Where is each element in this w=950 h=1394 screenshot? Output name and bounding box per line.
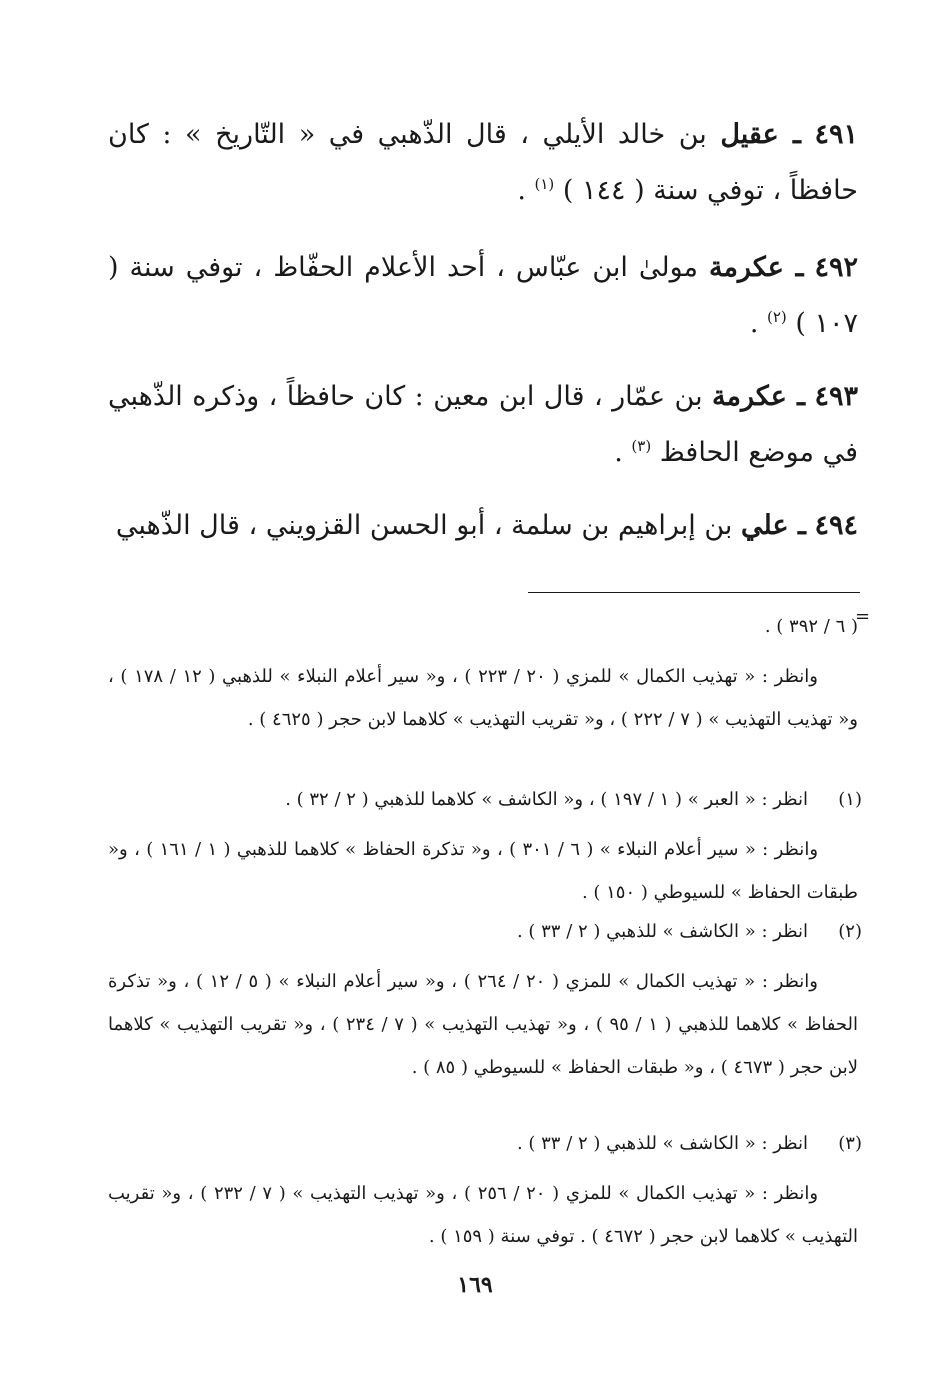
footnote-ref[interactable]: (١) [534,175,555,193]
entry-494: ٤٩٤ ـ علي بن إبراهيم بن سلمة ، أبو الحسن القزويني ، قال الذّهبي [115,510,858,541]
entry-number: ٤٩٣ [814,381,859,412]
entry-text: مولىٰ ابن عبّاس ، أحد الأعلام الحفّاظ ، توفي سنة ( ١٠٧ ) [108,252,858,339]
entry-name: عقيل [720,119,779,150]
footnote-continued-second: وانظر : « تهذيب الكمال » للمزي ( ٢٠ / ٢٢٣ ) ، و« سير أعلام النبلاء » للذهبي ( ١٢ / ١٧٨ ) ، و« تهذيب التهذيب » ( ٧ / ٢٢٢ ) ، و« تقريب التهذيب » كلاهما لابن حجر ( ٤٦٢٥ ) . [108,666,858,730]
entry-number: ٤٩٤ [814,510,858,541]
footnote-2-first: انظر : « الكاشف » للذهبي ( ٢ / ٣٣ ) . [516,921,808,942]
entry-name: عكرمة [712,381,787,412]
entry-number: ٤٩٢ [814,252,859,283]
footnote-marker-1: (١) [838,789,862,810]
footnote-2-second: وانظر : « تهذيب الكمال » للمزي ( ٢٠ / ٢٦٤ ) ، و« سير أعلام النبلاء » ( ٥ / ١٢ ) ، و« تذكرة الحفاظ » كلاهما للذهبي ( ١ / ٩٥ ) ، و« تهذيب التهذيب » ( ٧ / ٢٣٤ ) ، و« تقريب التهذيب » كلاهما لابن حجر ( ٤٦٧٣ ) ، و« طبقات الحفاظ » للسيوطي ( ٨٥ ) . [108,971,859,1078]
entry-text: بن عمّار ، قال ابن معين : كان حافظاً ، وذكره الذّهبي في موضع الحافظ [108,381,858,468]
footnote-continued-first: ( ٦ / ٣٩٢ ) . [764,616,858,637]
entry-text: بن إبراهيم بن سلمة ، أبو الحسن القزويني ، قال الذّهبي [115,510,733,541]
entry-end: . [614,437,632,468]
continuation-mark: = [855,606,871,627]
footnote-marker-2: (٢) [838,921,862,942]
footnote-1-first: انظر : « العبر » ( ١ / ١٩٧ ) ، و« الكاشف » كلاهما للذهبي ( ٢ / ٣٢ ) . [285,789,808,810]
footnote-3-second: وانظر : « تهذيب الكمال » للمزي ( ٢٠ / ٢٥٦ ) ، و« تهذيب التهذيب » ( ٧ / ٢٣٢ ) ، و« تقريب التهذيب » كلاهما لابن حجر ( ٤٦٧٢ ) . توفي سنة ( ١٥٩ ) . [108,1183,858,1247]
footnote-3-first: انظر : « الكاشف » للذهبي ( ٢ / ٣٣ ) . [516,1133,808,1154]
footnote-separator [528,592,860,593]
footnote-marker-3: (٣) [838,1133,862,1154]
entry-492: ٤٩٢ ـ عكرمة مولىٰ ابن عبّاس ، أحد الأعلام الحفّاظ ، توفي سنة ( ١٠٧ ) $^{(٢)}$ . [108,252,859,339]
entry-491: ٤٩١ ـ عقيل بن خالد الأيلي ، قال الذّهبي في « التّاريخ » : كان حافظاً ، توفي سنة ( ١٤٤ ) $^{(١)}$ . [108,119,858,206]
entry-number: ٤٩١ [814,119,858,150]
entry-text: بن خالد الأيلي ، قال الذّهبي في « التّاريخ » : كان حافظاً ، توفي سنة ( ١٤٤ ) [108,119,858,206]
entry-name: عكرمة [708,252,784,283]
footnote-ref[interactable]: (٢) [766,308,787,326]
entry-end: . [749,308,767,339]
page-number: ١٦٩ [457,1272,493,1298]
footnote-ref[interactable]: (٣) [631,437,652,455]
entry-493: ٤٩٣ ـ عكرمة بن عمّار ، قال ابن معين : كان حافظاً ، وذكره الذّهبي في موضع الحافظ $^{(٣)}$ . [108,381,859,468]
entry-name: علي [741,510,789,541]
footnote-1-second: وانظر : « سير أعلام النبلاء » ( ٦ / ٣٠١ ) ، و« تذكرة الحفاظ » كلاهما للذهبي ( ١ / ١٦١ ) ، و« طبقات الحفاظ » للسيوطي ( ١٥٠ ) . [108,839,858,903]
entry-end: . [517,175,535,206]
